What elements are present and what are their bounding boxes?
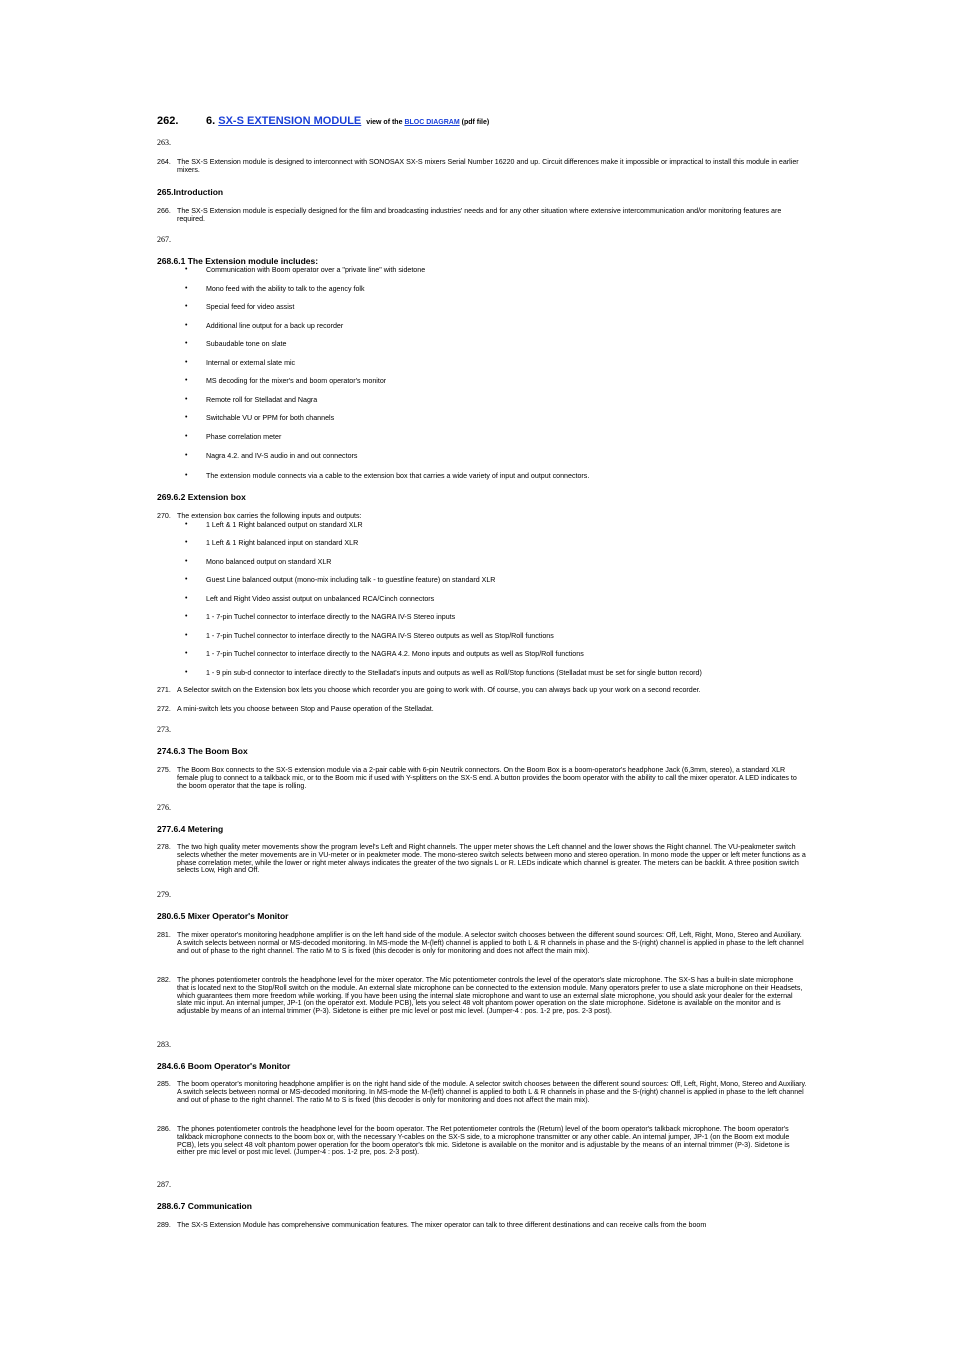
heading-boom-operators-monitor: 284.6.6 Boom Operator's Monitor	[157, 1061, 291, 1071]
paragraph	[157, 1222, 807, 1230]
paragraph-number: 270.	[157, 512, 171, 520]
paragraph	[157, 1081, 807, 1104]
heading-extension-module-includes: 268.6.1 The Extension module includes:	[157, 256, 319, 266]
paragraph-number: 266.	[157, 207, 171, 215]
paragraph-number: 282.	[157, 976, 171, 984]
heading-metering: 277.6.4 Metering	[157, 824, 224, 834]
paragraph-text: The SX-S Extension module is designed to interconnect with SONOSAX SX-S mixers Serial Number 16220 and up. Circuit differences make it impossible or impractical to install this module in earlier mixers.	[177, 158, 799, 174]
paragraph	[157, 208, 807, 224]
paragraph-text: The mixer operator's monitoring headphone amplifier is on the left hand side of the module. A selector switch chooses between the different sound sources: Off, Left, Right, Mono, Stereo and Auxiliary. A switch selects between normal or MS-decoded monitoring. In MS-mode the M-(left) channel is applied to both L & R channels in phase and the S-(right) channel is applied in phase to the left channel and out of phase to the right channel. The ratio M to S is fixed (this decoder is only for monitoring and does not affect the main mix).	[177, 931, 804, 955]
paragraph-number: 281.	[157, 931, 171, 939]
paragraph-number: 272.	[157, 705, 171, 713]
document-page: 262. 6. SX-S EXTENSION MODULE view of the BLOC DIAGRAM (pdf file) 263. 264. The SX-S Extension module is designed to interconnect with SONOSAX SX-S mixers Serial Number 16220 and up. Circuit differences make it impossible or impractical to install this module in earlier mixers. 265.Introduction 266. The SX-S Extension module is especially designed for the film and broadcasting industries' needs and for any other situation where extensive intercommunication and/or monitoring features are required. 267. 268.6.1 The Extension module includes: • Communication with Boom operator over a "private line" with sidetone • Mono feed with the ability to talk to the agency folk • Special feed for video assist • Additional line output for a back up recorder • Subaudable tone on slate • Internal or external slate mic • MS decoding for the mixer's and boom operator's monitor • Remote roll for Stelladat and Nagra • Switchable VU or PPM for both channels • Phase correlation meter • Nagra 4.2. and IV-S audio in and out connectors • The extension module connects via a cable to the extension box that carries a wide variety of input and output connectors. 269.6.2 Extension box 270. The extension box carries the following inputs and outputs: • 1 Left & 1 Right balanced output on standard XLR • 1 Left & 1 Right balanced input on standard XLR • Mono balanced output on standard XLR • Guest Line balanced output (mono-mix including talk - to guestline feature) on standard XLR • Left and Right Video assist output on unbalanced RCA/Cinch connectors • 1 - 7-pin Tuchel connector to interface directly to the NAGRA IV-S Stereo inputs • 1 - 7-pin Tuchel connector to interface directly to the NAGRA IV-S Stereo outputs as well as Stop/Roll functions • 1 - 7-pin Tuchel connector to interface directly to the NAGRA 4.2. Mono inputs and outputs as well as Stop/Roll functions • 1 - 9 pin sub-d connector to interface directly to the Stelladat's inputs and outputs as well as Roll/Stop functions (Stelladat must be set for single button record) 271. A Selector switch on the Extension box lets you choose which recorder you are going to work with. Of course, you can always back up your work on a second recorder. 272. A mini-switch lets you choose between Stop and Pause operation of the Stelladat. 273. 274.6.3 The Boom Box 275. The Boom Box connects to the SX-S extension module via a 2-pair cable with 6-pin Neutrik connectors. On the Boom Box is a boom-operator's headphone Jack (6,3mm, stereo), a standard XLR female plug to connect to a talkback mic, or to the Boom mic if used with Y-splitters on the SX-S end. A button provides the boom operator with the ability to call the mixer operator. A LED indicates to the boom operator that the tape is rolling. 276. 277.6.4 Metering 278. The two high quality meter movements show the program level's Left and Right channels. The upper meter shows the Left channel and the lower shows the Right channel. The VU-peakmeter switch selects whether the meter movements are in VU-meter or in peakmeter mode. The mono-stereo switch selects between mono and stereo operation. In mono mode the upper or left meter functions as a phase correlation meter, while the lower or right meter always indicates the greater of the two signals L or R. LEDs indicate which channel is greater. The meters can be backlit. A three position switch selects Low, High and Off. 279. 280.6.5 Mixer Operator's Monitor 281. The mixer operator's monitoring headphone amplifier is on the left hand side of the module. A selector switch chooses between the different sound sources: Off, Left, Right, Mono, Stereo and Auxiliary. A switch selects between normal or MS-decoded monitoring. In MS-mode the M-(left) channel is applied to both L & R channels in phase and the S-(right) channel is applied in phase to the left channel and out of phase to the right channel. The ratio M to S is fixed (this decoder is only for monitoring and does not affect the main mix). 282. The phones potentiometer controls the headphone level for the mixer operator. The Mic potentiometer controls the level of the operator's slate microphone. The SX-S has a built-in slate microphone that is located next to the Stop/Roll switch on the module. An external slate microphone can be connected to the extension module. Many operators prefer to use a slate microphone on their Headsets, which guarantees them more freedom while working. If you have been using the internal slate microphone and want to use an external slate microphone, you should ask your dealer for the external slate mic input. An internal jumper, JP-1 (on the operator ext. Module PCB), lets you select 48 volt phantom power operation on the slate microphone. Sidetone is available on the monitor and is adjustable by means of an internal trimmer (P-3). Sidetone is either pre mic level or post mic level. (Jumper-4 : pos. 1-2 pre, pos. 2-3 post). 283. 284.6.6 Boom Operator's Monitor 285. The boom operator's monitoring headphone amplifier is on the right hand side of the module. A selector switch chooses between the different sound sources: Off, Left, Right, Mono, Stereo and Auxiliary. A switch selects between normal or MS-decoded monitoring. In MS-mode the M-(left) channel is applied to both L & R channels in phase and the S-(right) channel is applied in phase to the left channel and out of phase to the right channel. The ratio M to S is fixed (this decoder is only for monitoring and does not affect the main mix). 286. The phones potentiometer controls the headphone level for the boom operator. The Ret potentiometer controls the (Return) level of the boom operator's talkback microphone. The boom operator's talkback microphone connects to the boom box or, with the necessary Y-cables on the SX-S side, to a microphone transmitter or any other cable. An internal jumper, JP-1 (on the Boom ext module PCB), lets you select 48 volt phantom power operation for the boom operator's tbk mic. Sidetone is available on the monitor and is adjustable by the means of an internal trimmer (P-3). Sidetone is either pre mic level or post mic level. (Jumper-4 : pos. 1-2 pre, pos. 2-3 post). 287. 288.6.7 Communication 289. The SX-S Extension Module has comprehensive communication features. The mixer operator can talk to three different destinations and can receive calls from the boom	[157, 115, 807, 1229]
paragraph	[157, 513, 807, 521]
paragraph-number: 283.	[157, 1040, 171, 1049]
section-title	[157, 115, 807, 127]
paragraph-text: The SX-S Extension Module has comprehensive communication features. The mixer operator can talk to three different destinations and can receive calls from the boom	[177, 1221, 707, 1229]
paragraph-number: 286.	[157, 1125, 171, 1133]
paragraph-number: 285.	[157, 1080, 171, 1088]
paragraph-number: 273.	[157, 725, 171, 734]
paragraph-text: The phones potentiometer controls the headphone level for the boom operator. The Ret potentiometer controls the (Return) level of the boom operator's talkback microphone. The boom operator's talkback microphone connects to the boom box or, with the necessary Y-cables on the SX-S side, to a microphone transmitter or any other cable. An internal jumper, JP-1 (on the Boom ext module PCB), lets you select 48 volt phantom power operation for the boom operator's tbk mic. Sidetone is available on the monitor and is adjustable by the means of an internal trimmer (P-3). Sidetone is either pre mic level or post mic level. (Jumper-4 : pos. 1-2 pre, pos. 2-3 post).	[177, 1125, 790, 1157]
paragraph-number: 275.	[157, 766, 171, 774]
heading-introduction: 265.Introduction	[157, 187, 224, 197]
paragraph-number: 264.	[157, 158, 171, 166]
paragraph	[157, 706, 807, 714]
paragraph	[157, 159, 807, 175]
heading-extension-box: 269.6.2 Extension box	[157, 492, 246, 502]
paragraph	[157, 977, 807, 1016]
paragraph-text: The extension box carries the following inputs and outputs:	[177, 512, 362, 520]
paragraph-text: The SX-S Extension module is especially designed for the film and broadcasting industries' needs and for any other situation where extensive intercommunication and/or monitoring features are required.	[177, 207, 782, 223]
heading-mixer-operators-monitor: 280.6.5 Mixer Operator's Monitor	[157, 911, 289, 921]
paragraph	[157, 932, 807, 955]
sx-s-extension-module-link[interactable]: SX-S EXTENSION MODULE	[218, 115, 362, 127]
paragraph-number: 287.	[157, 1180, 171, 1189]
paragraph	[157, 1126, 807, 1157]
paragraph-text: The two high quality meter movements show the program level's Left and Right channels. The upper meter shows the Left channel and the lower shows the Right channel. The VU-peakmeter switch selects whether the meter movements are in VU-meter or in peakmeter mode. The mono-stereo switch selects between mono and stereo operation. In mono mode the upper or left meter functions as a phase correlation meter, while the lower or right meter always indicates the greater of the two signals L or R. LEDs indicate which channel is greater. The meters can be backlit. A three position switch selects Low, High and Off.	[177, 843, 806, 875]
paragraph-text: A Selector switch on the Extension box lets you choose which recorder you are going to work with. Of course, you can always back up your work on a second recorder.	[177, 686, 701, 694]
paragraph	[157, 767, 807, 790]
view-suffix: (pdf file)	[461, 119, 490, 126]
paragraph-text: A mini-switch lets you choose between Stop and Pause operation of the Stelladat.	[177, 705, 434, 713]
paragraph-number: 271.	[157, 686, 171, 694]
paragraph-number: 263.	[157, 138, 171, 147]
paragraph-text: The phones potentiometer controls the headphone level for the mixer operator. The Mic potentiometer controls the level of the operator's slate microphone. The SX-S has a built-in slate microphone that is located next to the Stop/Roll switch on the module. An external slate microphone can be connected to the extension module. Many operators prefer to use a slate microphone on their Headsets, which guarantees them more freedom while working. If you have been using the internal slate microphone and want to use an external slate microphone, you should ask your dealer for the external slate mic input. An internal jumper, JP-1 (on the operator ext. Module PCB), lets you select 48 volt phantom power operation on the slate microphone. Sidetone is available on the monitor and is adjustable by means of an internal trimmer (P-3). Sidetone is either pre mic level or post mic level. (Jumper-4 : pos. 1-2 pre, pos. 2-3 post).	[177, 976, 803, 1016]
paragraph-number: 278.	[157, 843, 171, 851]
paragraph-text: The Boom Box connects to the SX-S extension module via a 2-pair cable with 6-pin Neutrik connectors. On the Boom Box is a boom-operator's headphone Jack (6,3mm, stereo), a standard XLR female plug to connect to a talkback mic, or to the Boom mic if used with Y-splitters on the SX-S end. A button provides the boom operator with the ability to call the mixer operator. A LED indicates to the boom operator that the tape is rolling.	[177, 766, 797, 790]
heading-communication: 288.6.7 Communication	[157, 1201, 252, 1211]
bloc-diagram-link[interactable]: BLOC DIAGRAM	[404, 119, 460, 126]
paragraph-text: The boom operator's monitoring headphone amplifier is on the right hand side of the module. A selector switch chooses between the different sound sources: Off, Left, Right, Mono, Stereo and Auxiliary. A switch selects between normal or MS-decoded monitoring. In MS-mode the M-(left) channel is applied to both L & R channels in phase and the S-(right) channel is applied in phase to the left channel and out of phase to the right channel. The ratio M to S is fixed (this decoder is only for monitoring and does not affect the main mix).	[177, 1080, 807, 1104]
heading-boom-box: 274.6.3 The Boom Box	[157, 746, 248, 756]
paragraph-number: 289.	[157, 1221, 171, 1229]
view-prefix: view of the	[366, 119, 403, 126]
paragraph-number: 267.	[157, 235, 171, 244]
section-number: 262.	[157, 115, 179, 127]
paragraph	[157, 844, 807, 875]
paragraph	[157, 687, 807, 695]
paragraph-number: 279.	[157, 890, 171, 899]
paragraph-number: 276.	[157, 803, 171, 812]
chapter-number: 6.	[206, 115, 216, 127]
